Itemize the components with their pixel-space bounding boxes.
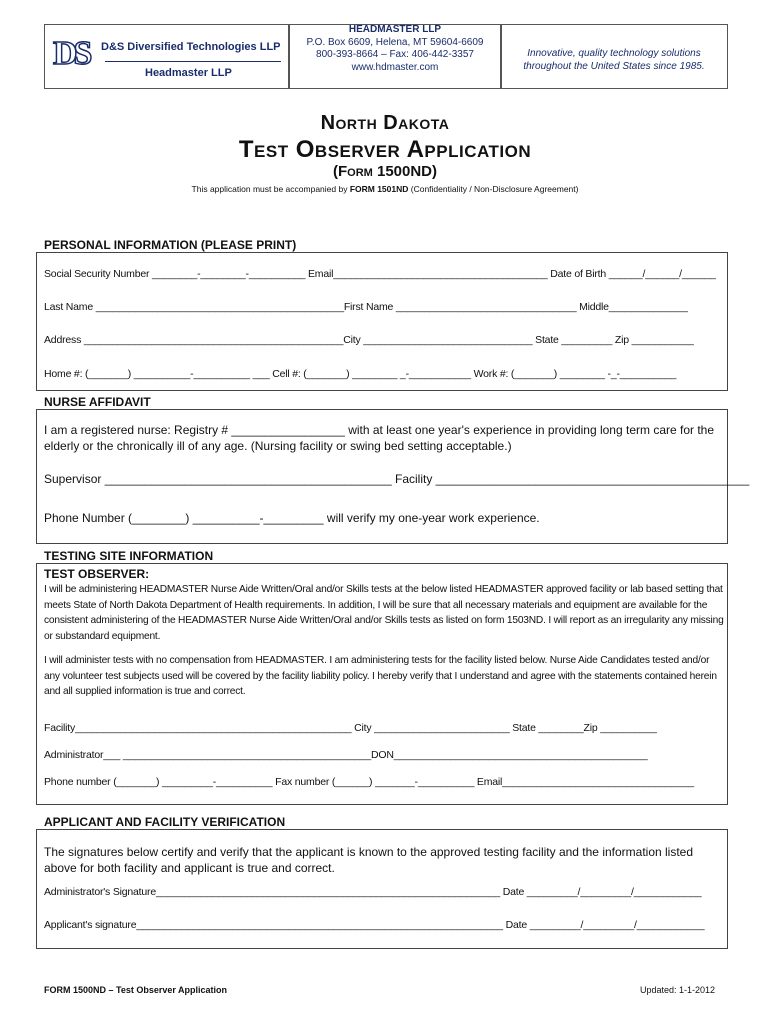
state-title: North Dakota xyxy=(320,112,450,134)
footer-form-name: FORM 1500ND – Test Observer Application xyxy=(44,985,228,995)
ds-logo: DS xyxy=(53,35,89,72)
company-logo-box xyxy=(44,24,290,89)
name-row[interactable]: Last Name ____________________________________________First Name ________________________________ Middle______________ xyxy=(44,301,688,313)
personal-info-heading: PERSONAL INFORMATION (PLEASE PRINT) xyxy=(44,238,297,252)
applicant-signature-row[interactable]: Applicant's signature_________________________________________________________________ Date _________/_________/____________ xyxy=(44,919,705,931)
verification-text: The signatures below certify and verify that the applicant is known to the approved testing facility and the information listed above for both facility and applicant is true and correct. xyxy=(44,845,694,875)
tagline-2: throughout the United States since 1985. xyxy=(523,60,705,72)
supervisor-facility-row[interactable]: Supervisor ___________________________________________ Facility _______________________________________________ xyxy=(44,472,750,486)
tagline-1: Innovative, quality technology solutions xyxy=(527,48,701,59)
administrator-signature-row[interactable]: Administrator's Signature_____________________________________________________________ Date _________/_________/____________ xyxy=(44,886,702,898)
attachment-note: This application must be accompanied by FORM 1501ND (Confidentiality / Non-Disclosure Agreement) xyxy=(191,184,579,194)
address-box xyxy=(288,24,502,89)
address-line-2: 800-393-8664 – Fax: 406-442-3357 xyxy=(316,49,474,60)
tagline-box xyxy=(500,24,728,89)
form-title: Test Observer Application xyxy=(238,136,532,163)
facility-phone-row[interactable]: Phone number (_______) _________-__________ Fax number (______) _______-__________ Email__________________________________ xyxy=(44,776,694,788)
ssn-email-dob-row[interactable]: Social Security Number ________-________-__________ Email______________________________________ Date of Birth ______/______/______ xyxy=(44,268,716,280)
nurse-affidavit-heading: NURSE AFFIDAVIT xyxy=(44,395,151,409)
test-observer-subheading: TEST OBSERVER: xyxy=(44,567,150,581)
facility-city-row[interactable]: Facility_________________________________________________ City ________________________ State ________Zip __________ xyxy=(44,722,657,734)
logo-divider xyxy=(105,61,281,62)
administrator-don-row[interactable]: Administrator___ ____________________________________________DON_____________________________________________ xyxy=(44,749,648,761)
nurse-affidavit-text[interactable]: I am a registered nurse: Registry # _________________ with at least one year's experience in providing long term care for the elderly or the chronically ill of any age. (Nursing facility or swing bed setting acceptable.) xyxy=(44,423,715,453)
test-observer-para-1: I will be administering HEADMASTER Nurse Aide Written/Oral and/or Skills tests at the below listed HEADMASTER approved facility or lab based setting that meets State of North Dakota Department of Health requirements. In addition, I will be sure that all necessary materials and equipment are available for the consistent administering of the HEADMASTER Nurse Aide Written/Oral and/or Skills tests as listed on form 1503ND. I will report as an irregularity any missing or substandard equipment. xyxy=(44,584,724,642)
testing-site-heading: TESTING SITE INFORMATION xyxy=(44,549,214,563)
company-name: D&S Diversified Technologies LLP xyxy=(101,41,281,53)
nurse-phone-row[interactable]: Phone Number (________) __________-_________ will verify my one-year work experience. xyxy=(44,511,540,525)
verification-heading: APPLICANT AND FACILITY VERIFICATION xyxy=(44,815,286,829)
address-web: www.hdmaster.com xyxy=(351,61,439,73)
address-line-1: P.O. Box 6609, Helena, MT 59604-6609 xyxy=(306,36,484,48)
address-title: HEADMASTER LLP xyxy=(348,24,442,35)
division-name: Headmaster LLP xyxy=(145,67,232,79)
footer-updated: Updated: 1-1-2012 xyxy=(640,985,716,995)
form-number: (Form 1500ND) xyxy=(332,163,438,180)
address-row[interactable]: Address ______________________________________________City ______________________________ State _________ Zip ___________ xyxy=(44,334,694,346)
phone-row[interactable]: Home #: (_______) __________-__________ ___ Cell #: (_______) ________ _-___________ Work #: (_______) ________ -_-__________ xyxy=(44,368,677,380)
test-observer-para-2: I will administer tests with no compensation from HEADMASTER. I am administering tests for the facility listed below. Nurse Aide Candidates tested and/or any volunteer test subjects used will be covered by the facility liability policy. I hereby verify that I understand and agree with the statements contained herein and all supplied information is true and correct. xyxy=(44,655,717,698)
